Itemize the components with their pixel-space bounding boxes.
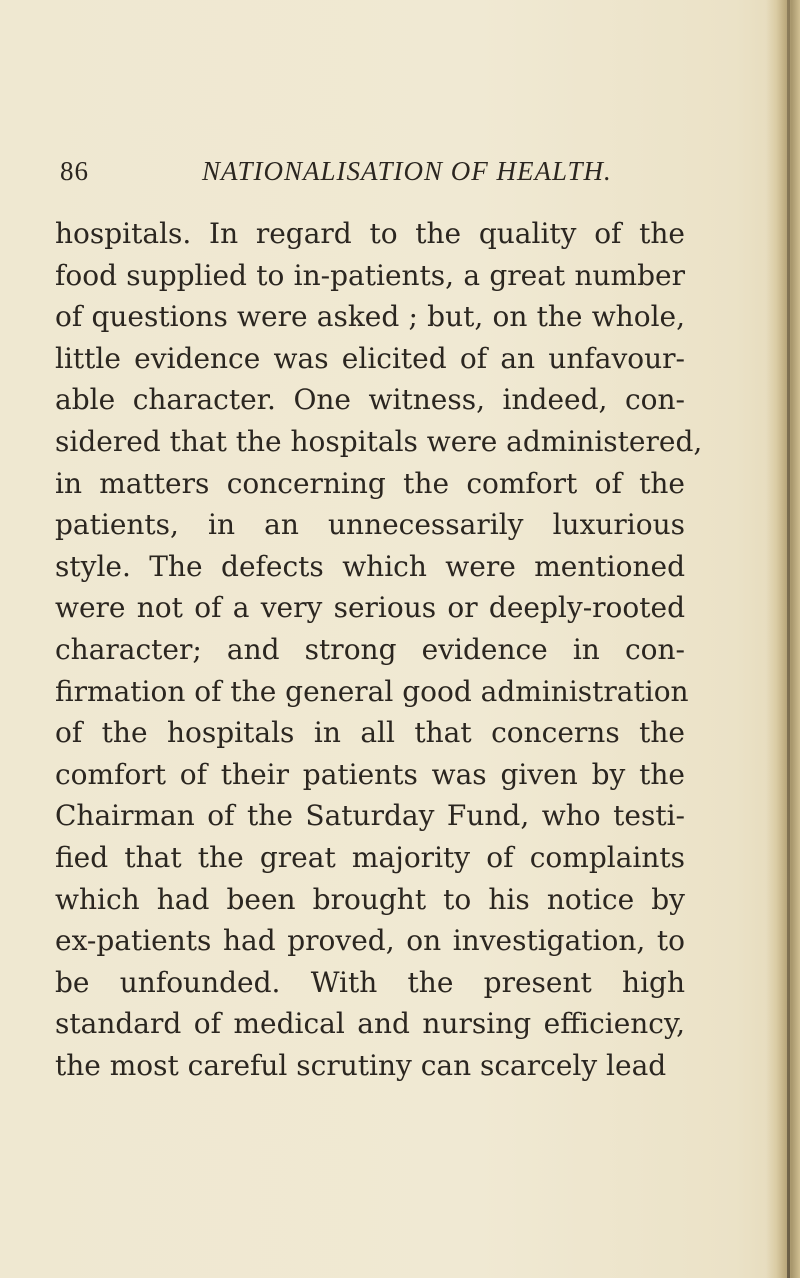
text-line: standard of medical and nursing efficiency, [55,1007,685,1041]
text-line: hospitals. In regard to the quality of the [55,217,685,250]
text-line: little evidence was elicited of an unfavour- [55,341,685,375]
text-line: be unfounded. With the present high [55,965,685,999]
text-line: sidered that the hospitals were administered, [55,424,703,458]
body-paragraph [55,213,703,1086]
page-edge-shadow [766,0,800,1278]
text-line: firmation of the general good administration [55,674,689,708]
text-line: character; and strong evidence in con- [55,632,685,666]
text-line: style. The defects which were mentioned [55,549,685,583]
text-line: patients, in an unnecessarily luxurious [55,508,685,542]
text-line: ex-patients had proved, on investigation, to [55,924,685,958]
text-line: Chairman of the Saturday Fund, who testi- [55,799,685,833]
text-line: in matters concerning the comfort of the [55,466,685,500]
text-line: food supplied to in-patients, a great number [55,258,685,292]
text-line: of questions were asked ; but, on the whole, [55,300,685,334]
text-line: the most careful scrutiny can scarcely lead [55,1048,667,1082]
running-head: NATIONALISATION OF HEALTH. [202,156,612,186]
text-line: which had been brought to his notice by [55,882,685,916]
text-line: comfort of their patients was given by the [55,757,685,791]
page-header [60,156,680,192]
text-line: of the hospitals in all that concerns the [55,716,685,750]
page-binding-edge [787,0,790,1278]
text-line: able character. One witness, indeed, con- [55,383,685,417]
text-line: were not of a very serious or deeply-rooted [55,591,685,625]
text-line: fied that the great majority of complaints [55,840,685,874]
page-number: 86 [60,156,89,186]
